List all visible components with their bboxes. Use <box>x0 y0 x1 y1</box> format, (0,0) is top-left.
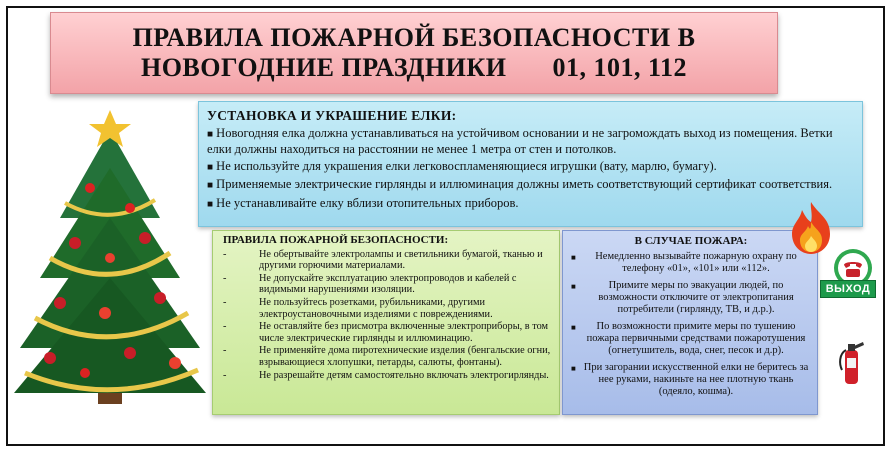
rule-text: Не оставляйте без присмотра включенные электроприборы, в том числе электрические гирлянды и иллюминацию. <box>259 321 549 344</box>
fire-safety-rules-panel <box>212 230 560 415</box>
installation-item-text: Применяемые электрические гирлянды и иллюминация должны иметь соответствующий сертификат соответствия. <box>216 177 833 192</box>
installation-heading: УСТАНОВКА И УКРАШЕНИЕ ЕЛКИ: <box>207 108 457 123</box>
list-item <box>223 345 553 368</box>
action-text: По возможности примите меры по тушению пожара первичными средствами пожаротушения (огнетушитель, вода, снег, песок и д.р). <box>586 321 806 356</box>
rule-text: Не разрешайте детям самостоятельно включать электрогирлянды. <box>259 369 549 381</box>
list-item <box>571 280 811 316</box>
dash-marker: - <box>223 248 227 260</box>
installation-item <box>207 196 854 213</box>
dash-marker: - <box>223 345 227 357</box>
action-text: При загорании искусственной елки не беритесь за нее руками, накиньте на нее плотную ткань (одеяло, кошма). <box>583 362 809 397</box>
installation-item <box>207 159 854 176</box>
bullet-icon: ■ <box>207 198 214 210</box>
exit-sign: ВЫХОД <box>820 280 876 298</box>
bullet-icon: ■ <box>207 128 214 140</box>
installation-item <box>207 177 854 194</box>
tree-installation-panel <box>198 101 863 227</box>
list-item <box>223 249 553 272</box>
poster-title <box>50 12 778 94</box>
bullet-icon: ■ <box>571 282 576 291</box>
dash-marker: - <box>223 321 227 333</box>
fire-safety-heading: ПРАВИЛА ПОЖАРНОЙ БЕЗОПАСНОСТИ: <box>223 234 449 246</box>
in-case-heading: В СЛУЧАЕ ПОЖАРА: <box>634 235 748 247</box>
bullet-icon: ■ <box>571 323 576 332</box>
action-text: Примите меры по эвакуации людей, по возможности отключите от электропитания потребители (гирлянду, ТВ, и д.р.). <box>598 280 794 315</box>
title-holiday-text: НОВОГОДНИЕ ПРАЗДНИКИ <box>140 53 507 82</box>
bullet-icon: ■ <box>207 161 214 173</box>
emergency-numbers: 01, 101, 112 <box>552 53 688 82</box>
dash-marker: - <box>223 272 227 284</box>
dash-marker: - <box>223 369 227 381</box>
installation-item-text: Не устанавливайте елку вблизи отопительных приборов. <box>216 195 519 210</box>
list-item <box>571 321 811 357</box>
christmas-tree-image <box>10 108 210 408</box>
rule-text: Не применяйте дома пиротехнические изделия (бенгальские огни, взрывающиеся хлопушки, петарды, салюты, фонтаны). <box>259 345 551 368</box>
list-item <box>571 362 811 398</box>
rule-text: Не допускайте эксплуатацию электропроводов и кабелей с видимыми нарушениями изоляции. <box>259 272 517 296</box>
title-line-2 <box>51 53 777 83</box>
fire-extinguisher-icon <box>836 338 866 386</box>
installation-item-text: Новогодняя елка должна устанавливаться на устойчивом основании и не загромождать выход из помещения. Ветки елки должны находиться на расстоянии не менее 1 метра от стен и потолков. <box>207 125 833 157</box>
dash-marker: - <box>223 296 227 308</box>
installation-item <box>207 126 854 157</box>
bullet-icon: ■ <box>571 364 576 373</box>
fire-icon <box>786 200 836 256</box>
rule-text: Не обертывайте электролампы и светильники бумагой, тканью и другими горючими материалами. <box>259 248 543 272</box>
action-text: Немедленно вызывайте пожарную охрану по телефону «01», «101» или «112». <box>595 251 797 274</box>
bullet-icon: ■ <box>207 180 214 192</box>
installation-item-text: Не используйте для украшения елки легковоспламеняющиеся игрушки (вату, марлю, бумагу). <box>216 158 717 173</box>
list-item <box>223 321 553 344</box>
list-item <box>223 297 553 320</box>
list-item <box>223 273 553 296</box>
bullet-icon: ■ <box>571 253 576 262</box>
in-case-of-fire-panel <box>562 230 818 415</box>
rule-text: Не пользуйтесь розетками, рубильниками, другими электроустановочными изделиями с повреждениями. <box>259 296 493 320</box>
list-item <box>571 251 811 275</box>
list-item <box>223 370 553 382</box>
title-line-1: ПРАВИЛА ПОЖАРНОЙ БЕЗОПАСНОСТИ В <box>132 23 696 52</box>
